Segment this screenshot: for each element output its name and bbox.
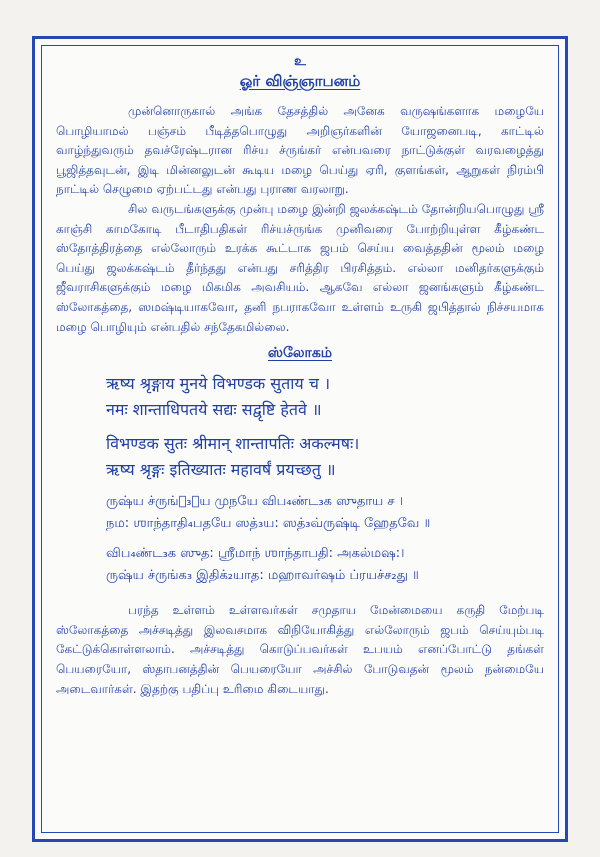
sanskrit-verse-line-2: नमः शान्ताधिपतये सद्यः सद्वृष्टि हेतवे ॥ [106, 400, 322, 420]
page-title: ஓர் விஞ்ஞாபனம் [239, 72, 361, 90]
sanskrit-verse-line-3: विभण्डक सुतः श्रीमान् शान्तापतिः अकल्मषः। [106, 434, 360, 454]
sloka-heading: ஸ்லோகம் [267, 345, 333, 362]
paragraph-1: முன்னொருகால் அங்க தேசத்தில் அனேக வருஷங்களாக மழையே பொழியாமல் பஞ்சம் பீடித்தபொழுது அறிஞர்களின் யோஜனைபடி, காட்டில் வாழ்ந்துவரும் தவச்ரேஷ்டரான ரிச்ய ச்ருங்கர் என்பவரை நாட்டுக்குள் வரவழைத்து பூஜித்தவுடன், இடி மின்னலுடன் கூடிய மழை பெய்து ஏரி, குளங்கள், ஆறுகள் நிரம்பி நாட்டில் செழுமை ஏற்பட்டது என்பது புராண வரலாறு. [56, 104, 544, 197]
page-border [32, 36, 568, 842]
pillaiyar-suli-mark: உ [294, 54, 306, 69]
tamil-verse-line-3: விப₄ண்ட₃க ஸுத: ஶ்ரீமாந் ஶாந்தாபதி: அகல்மஷ:। [106, 546, 405, 562]
paragraph-2: சில வருடங்களுக்கு முன்பு மழை இன்றி ஜலக்கஷ்டம் தோன்றியபொழுது ஸ்ரீ காஞ்சி காமகோடி பீடாதிபதிகள் ரிச்யச்ருங்க முனிவரை போற்றியுள்ள கீழ்கண்ட ஸ்தோத்திரத்தை எல்லோரும் உரக்க கூட்டாக ஜபம் செய்ய வைத்ததின் மூலம் மழை பெய்து ஜலக்கஷ்டம் தீர்ந்தது என்பது சரித்திர பிரசித்தம். எல்லா மனிதர்களுக்கும் ஜீவராசிகளுக்கும் மழை மிகமிக அவசியம். ஆகவே எல்லா ஜனங்களும் கீழ்கண்ட ஸ்லோகத்தை, ஸமஷ்டியாகவோ, தனி நபராகவோ உள்ளம் உருகி ஜபித்தால் நிச்சயமாக மழை பொழியும் என்பதில் சந்தேகமில்லை. [56, 201, 544, 334]
inner-border [41, 45, 559, 833]
tamil-verse-line-1: ருஷ்ய ச்ருங்க₃ாய முநயே விப₄ண்ட₃க ஸுதாய ச । [106, 494, 403, 510]
paragraph-3: பரந்த உள்ளம் உள்ளவர்கள் சமுதாய மேன்மையை கருதி மேற்படி ஸ்லோகத்தை அச்சடித்து இலவசமாக விநியோகித்து எல்லோரும் ஜபம் செய்யும்படி கேட்டுக்கொள்ளலாம். அச்சடித்து கொடுப்பவர்கள் உபயம் எனப்போட்டு தங்கள் பெயரையோ, ஸ்தாபனத்தின் பெயரையோ அச்சில் போடுவதன் மூலம் நன்மையே அடைவார்கள். இதற்கு பதிப்பு உரிமை கிடையாது. [56, 603, 544, 696]
sanskrit-verse-line-4: ऋष्य श्रृङ्गः इतिख्यातः महावर्षं प्रयच्छतु ॥ [106, 460, 336, 480]
tamil-verse-line-4: ருஷ்ய ச்ருங்க₃ இதிக்₂யாத: மஹாவர்ஷம் ப்ரயச்ச₂து ॥ [106, 568, 419, 584]
sanskrit-verse-line-1: ऋष्य श्रृङ्गाय मुनये विभण्डक सुताय च । [106, 374, 331, 394]
tamil-verse-line-2: நம: ஶாந்தாதி₄பதயே ஸத்₃ய: ஸத்₃வ்ருஷ்டி ஹேதவே ॥ [106, 516, 431, 532]
